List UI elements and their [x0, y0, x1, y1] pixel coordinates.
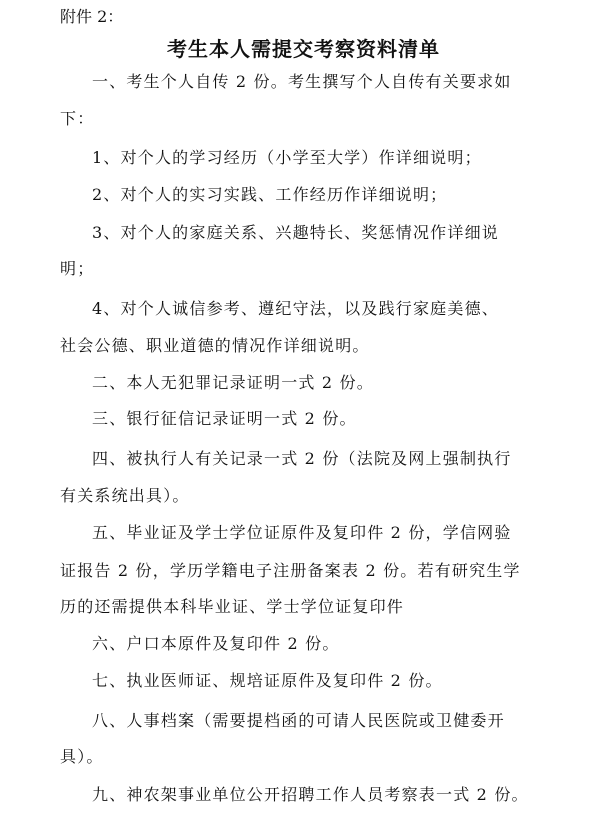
item-2: 二、本人无犯罪记录证明一式 2 份。	[92, 373, 374, 392]
sub-item-3-line-1: 3、对个人的家庭关系、兴趣特长、奖惩情况作详细说	[92, 223, 499, 242]
item-5-line-1: 五、毕业证及学士学位证原件及复印件 2 份，学信网验	[92, 523, 512, 542]
item-1-line-2: 下：	[60, 109, 95, 128]
item-4-line-2: 有关系统出具）。	[60, 486, 190, 505]
item-9: 九、神农架事业单位公开招聘工作人员考察表一式 2 份。	[92, 785, 529, 804]
item-6: 六、户口本原件及复印件 2 份。	[92, 634, 340, 653]
sub-item-3-line-2: 明；	[60, 259, 95, 278]
item-3: 三、银行征信记录证明一式 2 份。	[92, 409, 357, 428]
sub-item-4-line-1: 4、对个人诚信参考、遵纪守法，以及践行家庭美德、	[92, 299, 499, 318]
attachment-label: 附件 2：	[60, 7, 124, 26]
sub-item-4-line-2: 社会公德、职业道德的情况作详细说明。	[60, 336, 370, 355]
sub-item-1: 1、对个人的学习经历（小学至大学）作详细说明；	[92, 148, 482, 167]
item-1-line-1: 一、考生个人自传 2 份。考生撰写个人自传有关要求如	[92, 72, 512, 91]
item-8-line-1: 八、人事档案（需要提档函的可请人民医院或卫健委开	[92, 711, 505, 730]
item-4-line-1: 四、被执行人有关记录一式 2 份（法院及网上强制执行	[92, 449, 512, 468]
sub-item-2: 2、对个人的实习实践、工作经历作详细说明；	[92, 185, 448, 204]
document-title: 考生本人需提交考察资料清单	[167, 37, 440, 61]
item-5-line-3: 历的还需提供本科毕业证、学士学位证复印件	[60, 597, 405, 616]
item-7: 七、执业医师证、规培证原件及复印件 2 份。	[92, 671, 443, 690]
item-5-line-2: 证报告 2 份，学历学籍电子注册备案表 2 份。若有研究生学	[60, 561, 521, 580]
item-8-line-2: 具）。	[60, 747, 104, 766]
